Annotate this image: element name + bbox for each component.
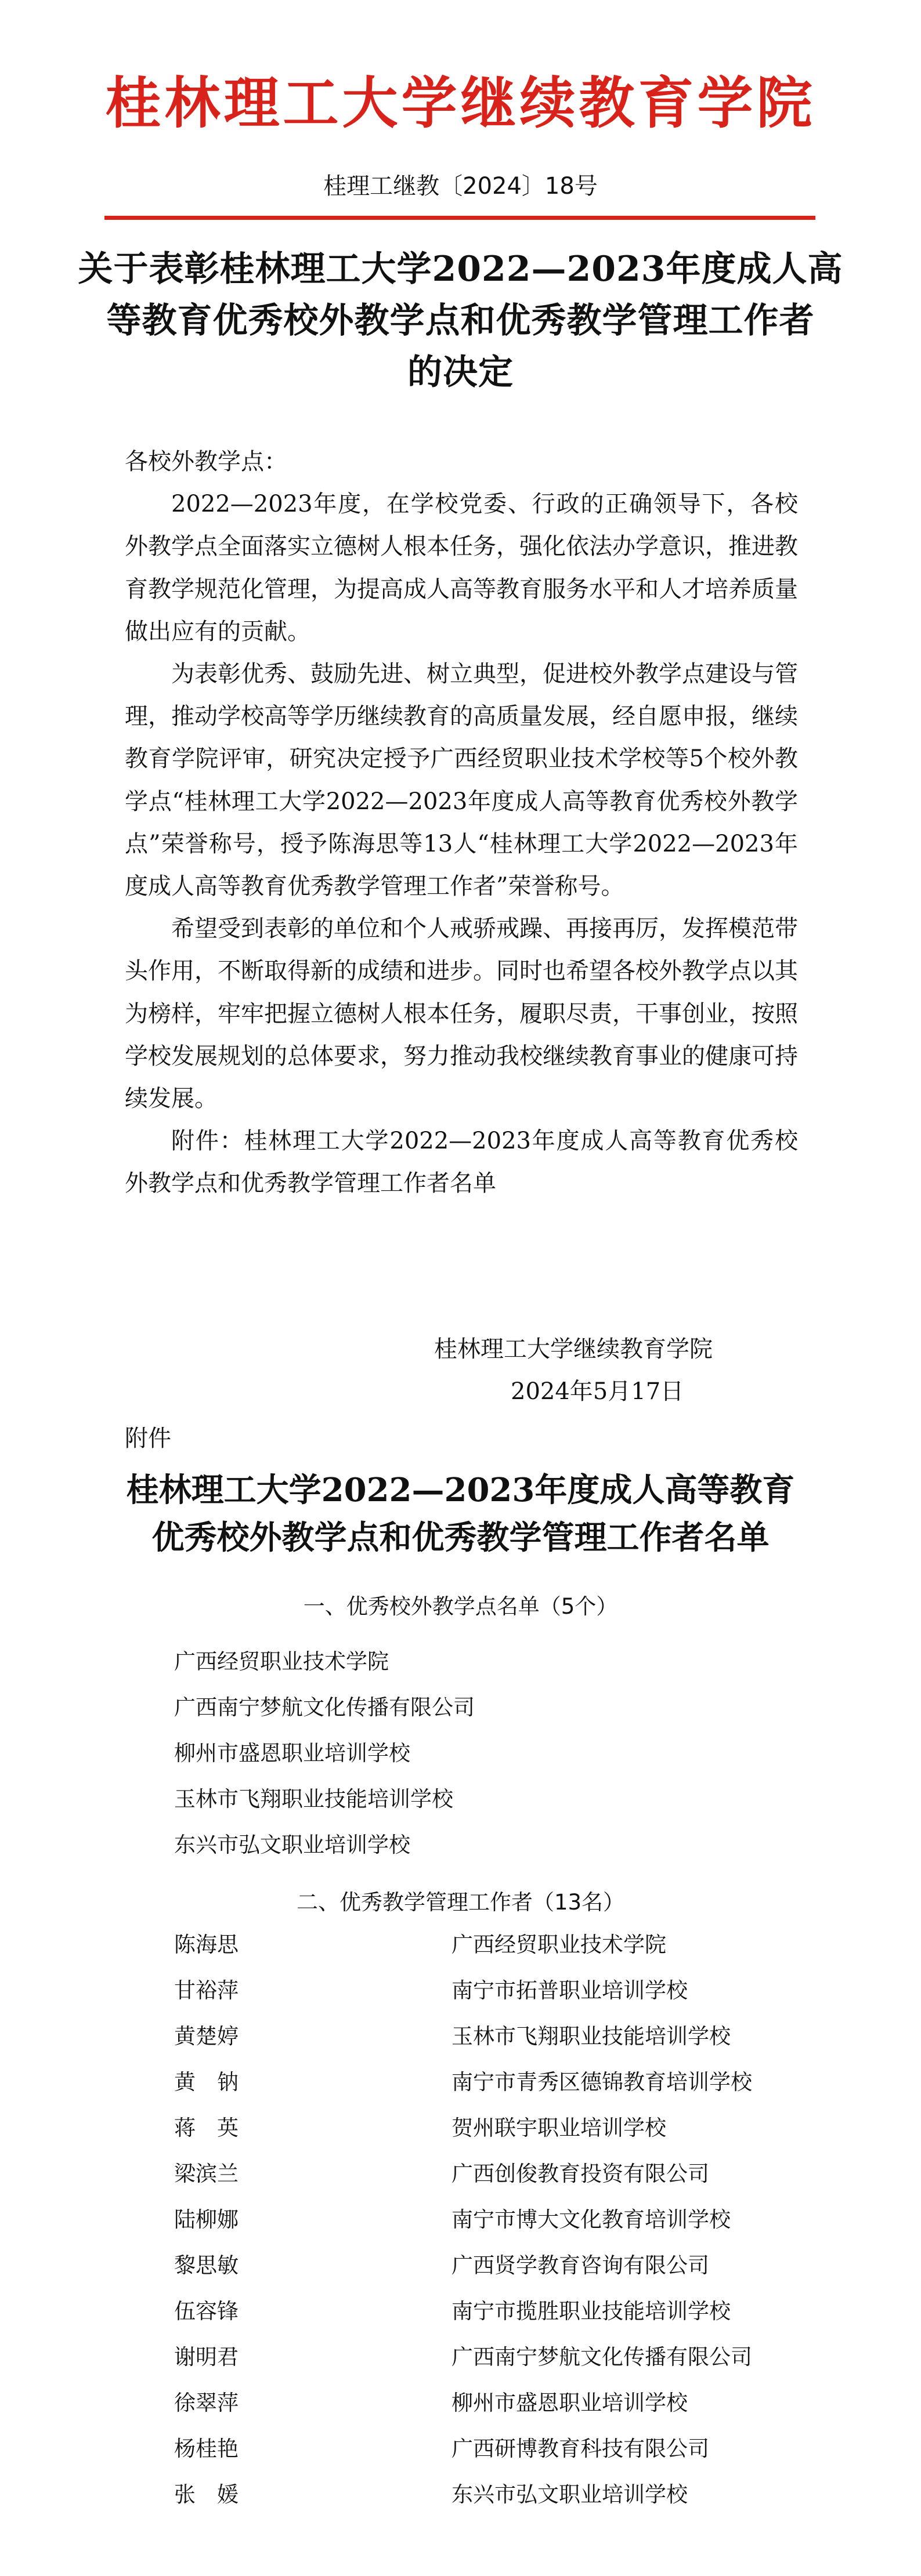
person-name: 黎思敏 xyxy=(174,2253,239,2278)
body-paragraph-3: 希望受到表彰的单位和个人戒骄戒躁、再接再厉，发挥模范带头作用，不断取得新的成绩和进步。同时也希望各校外教学点以其为榜样，牢牢把握立德树人根本任务，履职尽责，干事创业，按照学校发展规划的总体要求，努力推动我校继续教育事业的健康可持续发展。 xyxy=(125,915,798,1113)
list-item xyxy=(174,2105,812,2151)
person-unit: 广西创俊教育投资有限公司 xyxy=(452,2161,709,2186)
person-unit: 贺州联宇职业培训学校 xyxy=(452,2115,666,2140)
person-unit: 广西贤学教育咨询有限公司 xyxy=(452,2253,709,2278)
person-name: 蒋 英 xyxy=(174,2115,239,2140)
person-unit: 南宁市拓普职业培训学校 xyxy=(452,1978,688,2003)
section-heading-excellent-sites: 一、优秀校外教学点名单（5个） xyxy=(303,1594,618,1619)
list-item xyxy=(174,2334,812,2380)
list-item: 柳州市盛恩职业培训学校 xyxy=(174,1741,410,1766)
list-item: 玉林市飞翔职业技能培训学校 xyxy=(174,1787,453,1811)
person-unit: 广西经贸职业技术学院 xyxy=(452,1932,666,1957)
salutation: 各校外教学点： xyxy=(125,448,287,475)
attachment-title xyxy=(0,1466,921,1561)
decision-title-line-2: 等教育优秀校外教学点和优秀教学管理工作者 xyxy=(106,300,815,341)
body-paragraph-1: 2022—2023年度，在学校党委、行政的正确领导下，各校外教学点全面落实立德树人根本任务，强化依法办学意识，推进教育教学规范化管理，为提高成人高等教育服务水平和人才培养质量做出应有的贡献。 xyxy=(125,491,798,645)
attachment-note: 附件：桂林理工大学2022—2023年度成人高等教育优秀校外教学点和优秀教学管理工作者名单 xyxy=(125,1128,798,1197)
list-item xyxy=(174,2426,812,2472)
section-heading-excellent-managers: 二、优秀教学管理工作者（13名） xyxy=(296,1890,625,1915)
person-name: 梁滨兰 xyxy=(174,2161,239,2186)
person-unit: 南宁市青秀区德锦教育培训学校 xyxy=(452,2070,752,2095)
attachment-title-line-1: 桂林理工大学2022—2023年度成人高等教育 xyxy=(126,1471,795,1509)
list-item: 广西南宁梦航文化传播有限公司 xyxy=(174,1695,475,1720)
person-unit: 南宁市揽胜职业技能培训学校 xyxy=(452,2299,731,2324)
person-unit: 广西南宁梦航文化传播有限公司 xyxy=(452,2345,752,2370)
list-item xyxy=(174,2472,812,2517)
person-name: 张 媛 xyxy=(174,2482,239,2507)
attachment-label: 附件 xyxy=(125,1425,171,1452)
person-name: 陈海思 xyxy=(174,1932,239,1957)
person-name: 杨桂艳 xyxy=(174,2436,239,2461)
person-name: 伍容锋 xyxy=(174,2299,239,2324)
list-item: 广西经贸职业技术学院 xyxy=(174,1649,389,1674)
decision-title xyxy=(0,244,921,398)
body-paragraph-2: 为表彰优秀、鼓励先进、树立典型，促进校外教学点建设与管理，推动学校高等学历继续教育的高质量发展，经自愿申报，继续教育学院评审，研究决定授予广西经贸职业技术学校等5个校外教学点“桂林理工大学2022—2023年度成人高等教育优秀校外教学点”荣誉称号，授予陈海思等13人“桂林理工大学2022—2023年度成人高等教育优秀教学管理工作者”荣誉称号。 xyxy=(125,661,798,900)
person-unit: 玉林市飞翔职业技能培训学校 xyxy=(452,2024,731,2049)
person-unit: 广西研博教育科技有限公司 xyxy=(452,2436,709,2461)
person-unit: 东兴市弘文职业培训学校 xyxy=(452,2482,688,2507)
issuer-header-title: 桂林理工大学继续教育学院 xyxy=(105,71,816,136)
document-number: 桂理工继教〔2024〕18号 xyxy=(323,173,598,200)
red-divider-line xyxy=(104,216,815,220)
person-unit: 柳州市盛恩职业培训学校 xyxy=(452,2390,688,2415)
decision-title-line-1: 关于表彰桂林理工大学2022—2023年度成人高 xyxy=(78,249,843,289)
person-name: 徐翠萍 xyxy=(174,2390,239,2415)
person-name: 黄 钠 xyxy=(174,2070,239,2095)
list-item xyxy=(174,2197,812,2242)
excellent-sites-list xyxy=(174,1639,475,1868)
person-name: 甘裕萍 xyxy=(174,1978,239,2003)
decision-title-line-3: 的决定 xyxy=(407,352,514,393)
list-item: 东兴市弘文职业培训学校 xyxy=(174,1832,410,1857)
excellent-managers-list xyxy=(174,1922,812,2517)
decision-body xyxy=(125,441,798,1205)
person-unit: 南宁市博大文化教育培训学校 xyxy=(452,2207,731,2232)
attachment-title-line-2: 优秀校外教学点和优秀教学管理工作者名单 xyxy=(151,1519,770,1557)
list-item xyxy=(174,2242,812,2288)
list-item xyxy=(174,2013,812,2059)
list-item xyxy=(174,1922,812,1968)
list-item xyxy=(174,2380,812,2426)
signature-date: 2024年5月17日 xyxy=(511,1378,684,1405)
list-item xyxy=(174,2151,812,2197)
signature-organization: 桂林理工大学继续教育学院 xyxy=(434,1336,713,1363)
list-item xyxy=(174,2059,812,2105)
person-name: 黄楚婷 xyxy=(174,2024,239,2049)
person-name: 陆柳娜 xyxy=(174,2207,239,2232)
list-item xyxy=(174,2288,812,2334)
list-item xyxy=(174,1968,812,2013)
person-name: 谢明君 xyxy=(174,2345,239,2370)
